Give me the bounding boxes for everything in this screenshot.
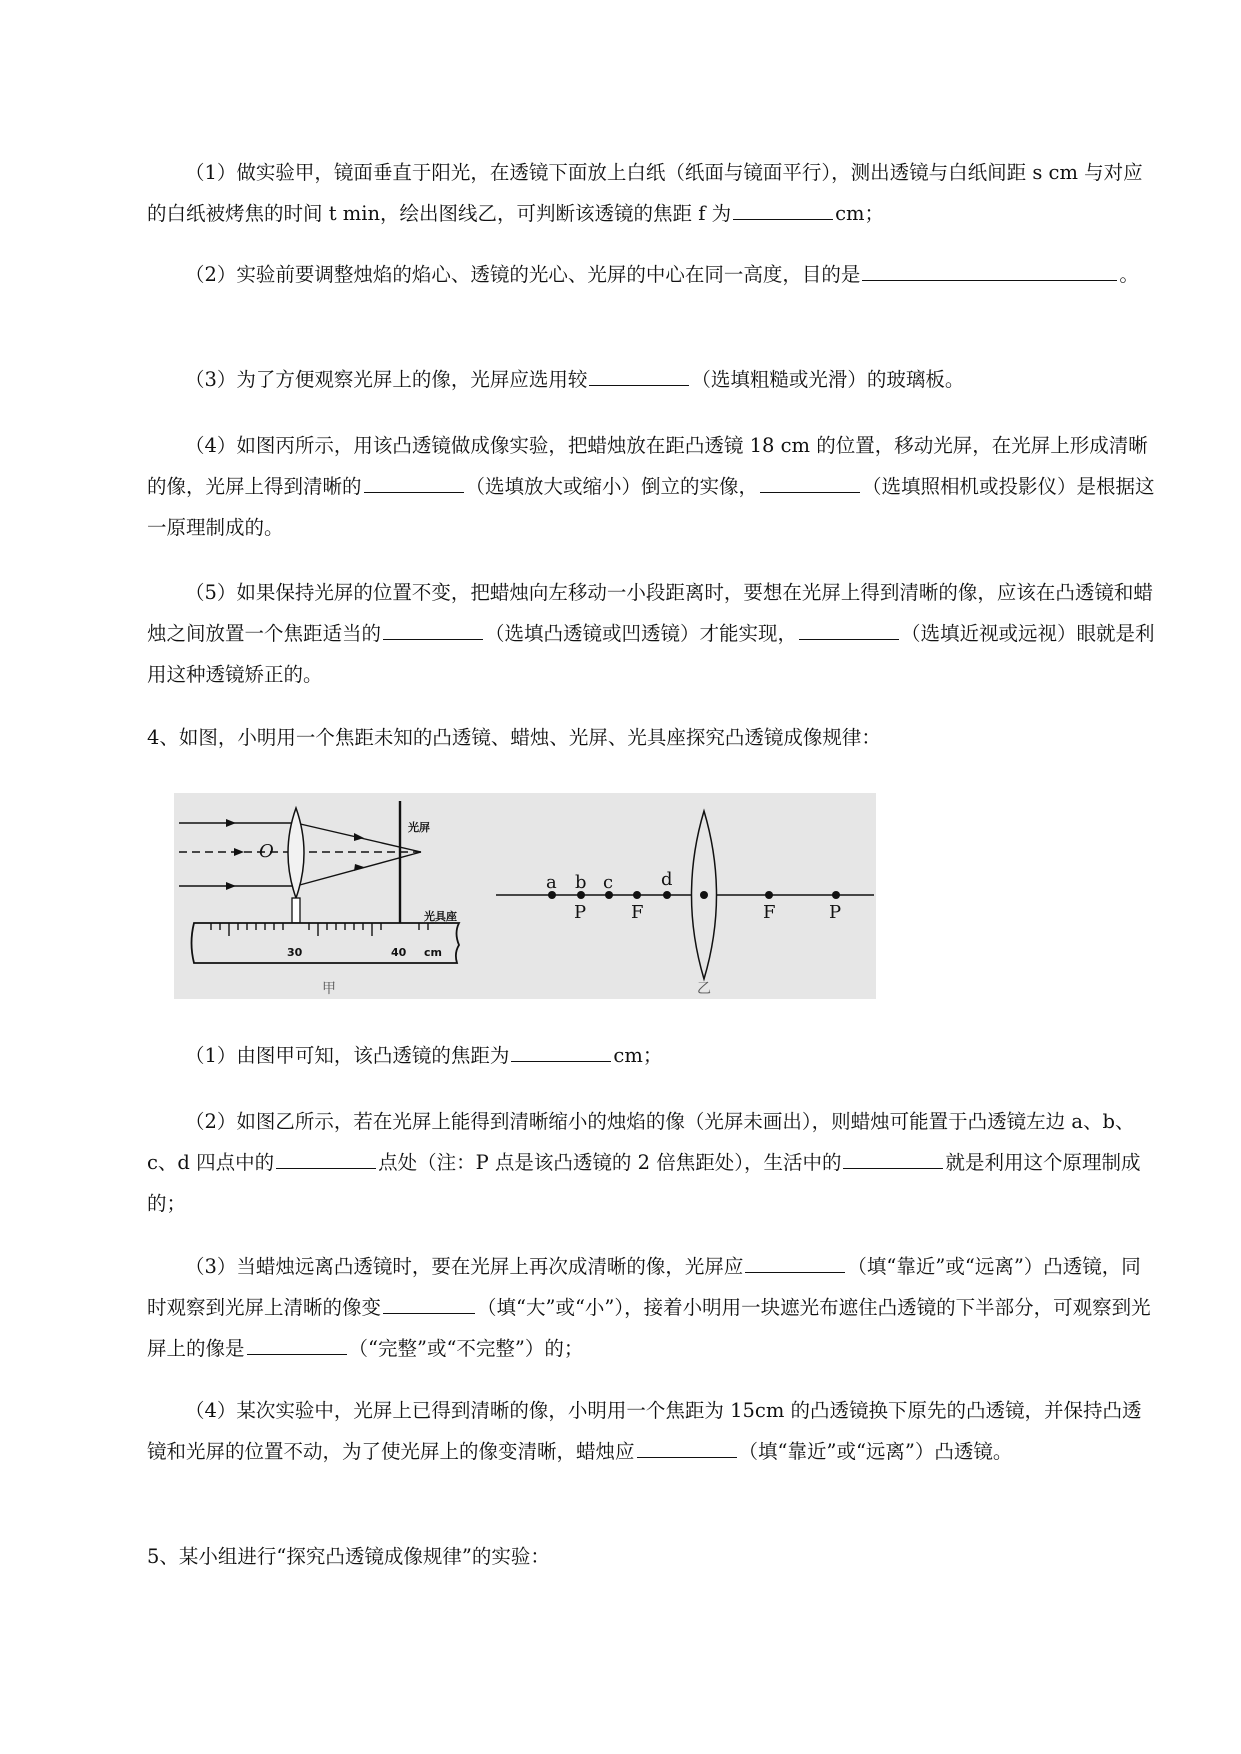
screen-label: 光屏 bbox=[408, 821, 430, 834]
label-d: d bbox=[661, 869, 673, 890]
answer-blank[interactable] bbox=[862, 279, 1117, 281]
q4-figure-svg bbox=[174, 793, 876, 999]
q3-part4-end: （选填照相机或投影仪）是根据这一原理制成的。 bbox=[147, 475, 1155, 539]
q3-part3 bbox=[147, 359, 1157, 400]
ray-arrow bbox=[226, 819, 236, 827]
answer-blank[interactable] bbox=[760, 491, 860, 493]
q3-part2-end: 。 bbox=[1119, 263, 1139, 286]
caption-yi: 乙 bbox=[697, 981, 711, 997]
bench-label: 光具座 bbox=[424, 910, 457, 923]
q4-part2-end: 就是利用这个原理制成的； bbox=[147, 1151, 1141, 1215]
q4-part3 bbox=[147, 1246, 1157, 1369]
q3-part3-end: （选填粗糙或光滑）的玻璃板。 bbox=[691, 368, 965, 391]
answer-blank[interactable] bbox=[589, 384, 689, 386]
q3-part1-unit: cm； bbox=[835, 202, 885, 225]
q4-part3-mid: （填“靠近”或“远离”）凸透镜，同时观察到光屏上清晰的像变 bbox=[147, 1255, 1141, 1319]
q4-part2-mid: 点处（注：P 点是该凸透镜的 2 倍焦距处），生活中的 bbox=[378, 1151, 842, 1174]
q3-part1 bbox=[147, 152, 1157, 234]
label-P-left: P bbox=[574, 902, 587, 923]
answer-blank[interactable] bbox=[383, 638, 483, 640]
center-label: O bbox=[259, 841, 274, 862]
point-O bbox=[700, 891, 708, 899]
lens-stand bbox=[292, 898, 300, 923]
q3-part2-text: （2）实验前要调整烛焰的焰心、透镜的光心、光屏的中心在同一高度，目的是 bbox=[185, 263, 861, 286]
answer-blank[interactable] bbox=[511, 1060, 611, 1062]
q3-part4-text: （4）如图丙所示，用该凸透镜做成像实验，把蜡烛放在距凸透镜 18 cm 的位置，移动光屏，在光屏上形成清晰的像，光屏上得到清晰的 bbox=[147, 434, 1148, 498]
answer-blank[interactable] bbox=[383, 1312, 475, 1314]
figure-yi bbox=[496, 811, 874, 997]
answer-blank[interactable] bbox=[637, 1456, 737, 1458]
q4-part4 bbox=[147, 1390, 1157, 1472]
label-P-right: P bbox=[829, 902, 842, 923]
q4-part4-text: （4）某次实验中，光屏上已得到清晰的像，小明用一个焦距为 15cm 的凸透镜换下原先的凸透镜，并保持凸透镜和光屏的位置不动，为了使光屏上的像变清晰，蜡烛应 bbox=[147, 1399, 1142, 1463]
point-F-right bbox=[765, 891, 773, 899]
q4-part3-end: （“完整”或“不完整”）的； bbox=[348, 1337, 584, 1360]
answer-blank[interactable] bbox=[247, 1353, 347, 1355]
q4-figure bbox=[174, 793, 876, 999]
unit-label: cm bbox=[424, 946, 442, 959]
label-b: b bbox=[575, 872, 587, 893]
q4-part3-text: （3）当蜡烛远离凸透镜时，要在光屏上再次成清晰的像，光屏应 bbox=[185, 1255, 744, 1278]
q3-part5 bbox=[147, 572, 1157, 695]
q5-stem-text: 5、某小组进行“探究凸透镜成像规律”的实验： bbox=[147, 1545, 550, 1568]
q4-stem-text: 4、如图，小明用一个焦距未知的凸透镜、蜡烛、光屏、光具座探究凸透镜成像规律： bbox=[147, 726, 881, 749]
q4-part2-text: （2）如图乙所示，若在光屏上能得到清晰缩小的烛焰的像（光屏未画出），则蜡烛可能置于凸透镜左边 a、b、c、d 四点中的 bbox=[147, 1110, 1135, 1174]
label-a: a bbox=[546, 872, 557, 893]
point-P-right bbox=[832, 891, 840, 899]
q4-part1 bbox=[147, 1035, 1157, 1076]
q4-part2 bbox=[147, 1101, 1157, 1224]
ray-arrow bbox=[354, 864, 364, 871]
answer-blank[interactable] bbox=[276, 1167, 376, 1169]
q3-part5-text: （5）如果保持光屏的位置不变，把蜡烛向左移动一小段距离时，要想在光屏上得到清晰的像，应该在凸透镜和蜡烛之间放置一个焦距适当的 bbox=[147, 581, 1153, 645]
q3-part5-end: （选填近视或远视）眼就是利用这种透镜矫正的。 bbox=[147, 622, 1155, 686]
point-d bbox=[663, 891, 671, 899]
answer-blank[interactable] bbox=[799, 638, 899, 640]
q5-stem bbox=[147, 1536, 1157, 1577]
tick-label-40: 40 bbox=[391, 946, 407, 959]
q4-part3-mid2: （填“大”或“小”），接着小明用一块遮光布遮住凸透镜的下半部分，可观察到光屏上的像是 bbox=[147, 1296, 1151, 1360]
q3-part4-mid: （选填放大或缩小）倒立的实像， bbox=[465, 475, 759, 498]
label-c: c bbox=[603, 872, 614, 893]
answer-blank[interactable] bbox=[733, 218, 833, 220]
q4-stem bbox=[147, 717, 1157, 758]
label-F-left: F bbox=[631, 902, 644, 923]
caption-jia: 甲 bbox=[322, 981, 336, 997]
answer-blank[interactable] bbox=[745, 1271, 845, 1273]
figure-jia bbox=[179, 801, 459, 997]
answer-blank[interactable] bbox=[843, 1167, 943, 1169]
q3-part3-text: （3）为了方便观察光屏上的像，光屏应选用较 bbox=[185, 368, 588, 391]
tick-label-30: 30 bbox=[287, 946, 303, 959]
q3-part1-text: （1）做实验甲，镜面垂直于阳光，在透镜下面放上白纸（纸面与镜面平行），测出透镜与白纸间距 s cm 与对应的白纸被烤焦的时间 t min，绘出图线乙，可判断该透镜的焦距 f 为 bbox=[147, 161, 1143, 225]
q4-part1-unit: cm； bbox=[613, 1044, 663, 1067]
q4-part1-text: （1）由图甲可知，该凸透镜的焦距为 bbox=[185, 1044, 510, 1067]
answer-blank[interactable] bbox=[364, 491, 464, 493]
point-F-left bbox=[633, 891, 641, 899]
q3-part5-mid: （选填凸透镜或凹透镜）才能实现， bbox=[485, 622, 798, 645]
q3-part2 bbox=[147, 254, 1157, 295]
q3-part4 bbox=[147, 425, 1157, 548]
q4-part4-end: （填“靠近”或“远离”）凸透镜。 bbox=[738, 1440, 1013, 1463]
ray-arrow bbox=[226, 882, 236, 890]
label-F-right: F bbox=[763, 902, 776, 923]
ray-arrow bbox=[354, 833, 364, 841]
axis-arrow bbox=[234, 848, 244, 856]
